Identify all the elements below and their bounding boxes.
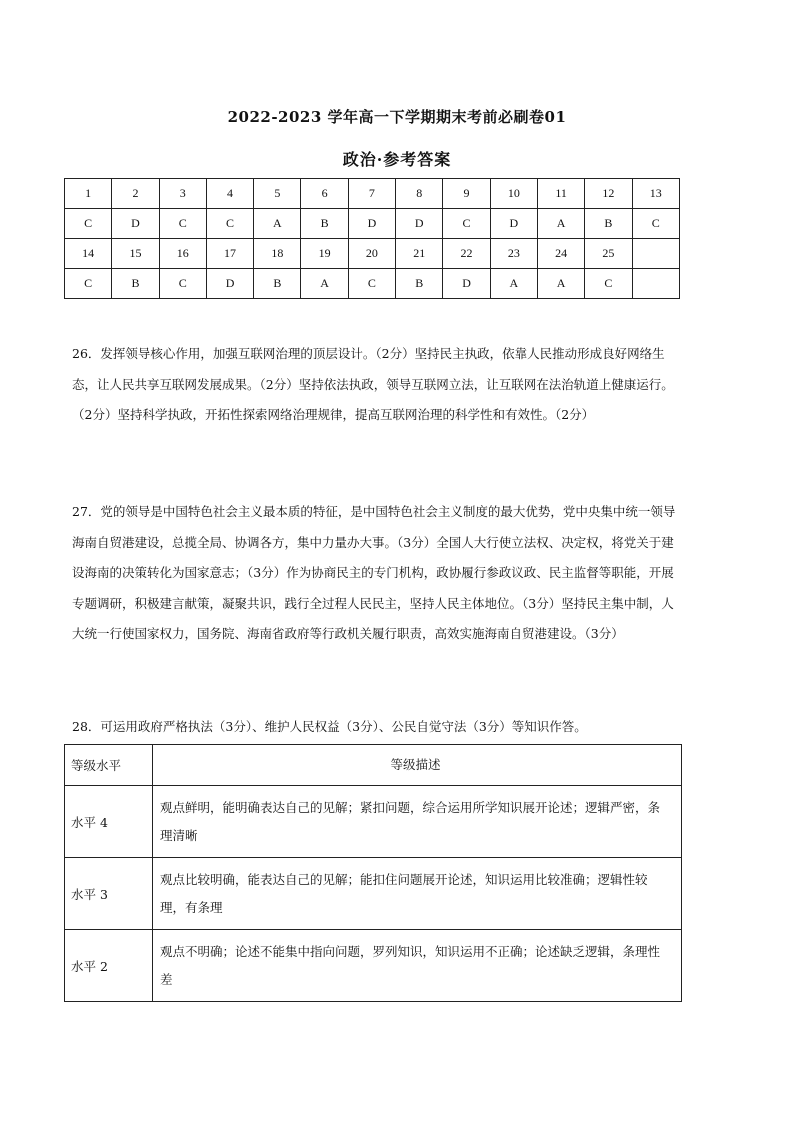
answer-cell: D <box>348 209 395 239</box>
header-description: 等级描述 <box>153 745 682 786</box>
answer-cell: C <box>348 269 395 299</box>
level-label: 水平 2 <box>65 930 153 1002</box>
answer-cell: 4 <box>206 179 253 209</box>
answer-cell: 22 <box>443 239 490 269</box>
answer-cell: 11 <box>537 179 584 209</box>
grading-table-header <box>65 745 682 786</box>
level-description: 观点不明确；论述不能集中指向问题，罗列知识，知识运用不正确；论述缺乏逻辑，条理性差 <box>153 930 682 1002</box>
grading-row-level-4 <box>65 786 682 858</box>
answer-cell: A <box>537 269 584 299</box>
answer-cell: A <box>490 269 537 299</box>
answer-cell: 5 <box>254 179 301 209</box>
answer-cell: 2 <box>112 179 159 209</box>
answer-cell: 16 <box>159 239 206 269</box>
answer-cell: 19 <box>301 239 348 269</box>
answer-cell: D <box>443 269 490 299</box>
answer-cell: 13 <box>632 179 679 209</box>
answer-cell: 17 <box>206 239 253 269</box>
answer-cell <box>632 269 679 299</box>
answer-cell: 18 <box>254 239 301 269</box>
answer-cell: A <box>301 269 348 299</box>
answer-cell: 24 <box>537 239 584 269</box>
answer-cell: 8 <box>396 179 443 209</box>
header-level: 等级水平 <box>65 745 153 786</box>
answer-cell: 1 <box>65 179 112 209</box>
answer-row-numbers-1 <box>65 179 680 209</box>
answer-cell: 21 <box>396 239 443 269</box>
answer-cell: D <box>112 209 159 239</box>
answer-cell: C <box>65 209 112 239</box>
level-label: 水平 3 <box>65 858 153 930</box>
grading-row-level-3 <box>65 858 682 930</box>
level-description: 观点比较明确，能表达自己的见解；能扣住问题展开论述，知识运用比较准确；逻辑性较理，有条理 <box>153 858 682 930</box>
answer-cell: B <box>112 269 159 299</box>
answer-cell: C <box>159 269 206 299</box>
answer-cell: 12 <box>585 179 632 209</box>
answer-cell: B <box>254 269 301 299</box>
answer-row-numbers-2 <box>65 239 680 269</box>
answer-cell: D <box>206 269 253 299</box>
answer-cell: 9 <box>443 179 490 209</box>
answer-cell: C <box>443 209 490 239</box>
document-title: 2022-2023 学年高一下学期期末考前必刷卷01 <box>227 108 567 126</box>
answer-row-letters-1 <box>65 209 680 239</box>
answer-cell: 14 <box>65 239 112 269</box>
answer-cell: 25 <box>585 239 632 269</box>
document-subtitle: 政治·参考答案 <box>342 150 452 169</box>
answer-table <box>64 178 680 299</box>
answer-cell: C <box>159 209 206 239</box>
answer-28-paragraph: 28．可运用政府严格执法（3分）、维护人民权益（3分）、公民自觉守法（3分）等知识作答。 <box>72 719 587 734</box>
answer-cell: 3 <box>159 179 206 209</box>
answer-cell: 23 <box>490 239 537 269</box>
answer-cell: B <box>396 269 443 299</box>
answer-cell: C <box>65 269 112 299</box>
answer-cell: 20 <box>348 239 395 269</box>
answer-cell: 15 <box>112 239 159 269</box>
level-description: 观点鲜明，能明确表达自己的见解；紧扣问题，综合运用所学知识展开论述；逻辑严密，条理清晰 <box>153 786 682 858</box>
grading-row-level-2 <box>65 930 682 1002</box>
answer-26-paragraph: 26．发挥领导核心作用，加强互联网治理的顶层设计。（2分）坚持民主执政，依靠人民推动形成良好网络生态，让人民共享互联网发展成果。（2分）坚持依法执政，领导互联网立法，让互联网在法治轨道上健康运行。（2分）坚持科学执政，开拓性探索网络治理规律，提高互联网治理的科学性和有效性。（2分） <box>72 346 674 422</box>
answer-cell: B <box>585 209 632 239</box>
answer-27-paragraph: 27．党的领导是中国特色社会主义最本质的特征，是中国特色社会主义制度的最大优势，党中央集中统一领导海南自贸港建设，总揽全局、协调各方，集中力量办大事。（3分）全国人大行使立法权、决定权，将党关于建设海南的决策转化为国家意志；（3分）作为协商民主的专门机构，政协履行参政议政、民主监督等职能，开展专题调研，积极建言献策，凝聚共识，践行全过程人民民主，坚持人民主体地位。（3分）坚持民主集中制，人大统一行使国家权力，国务院、海南省政府等行政机关履行职责，高效实施海南自贸港建设。（3分） <box>72 504 676 641</box>
answer-cell: 7 <box>348 179 395 209</box>
answer-cell: C <box>206 209 253 239</box>
answer-cell: 6 <box>301 179 348 209</box>
answer-cell: A <box>254 209 301 239</box>
answer-cell: 10 <box>490 179 537 209</box>
answer-row-letters-2 <box>65 269 680 299</box>
answer-cell: C <box>585 269 632 299</box>
level-label: 水平 4 <box>65 786 153 858</box>
answer-cell: C <box>632 209 679 239</box>
answer-cell: B <box>301 209 348 239</box>
answer-cell: D <box>396 209 443 239</box>
answer-cell: D <box>490 209 537 239</box>
answer-cell <box>632 239 679 269</box>
answer-cell: A <box>537 209 584 239</box>
grading-level-table <box>64 744 682 1002</box>
